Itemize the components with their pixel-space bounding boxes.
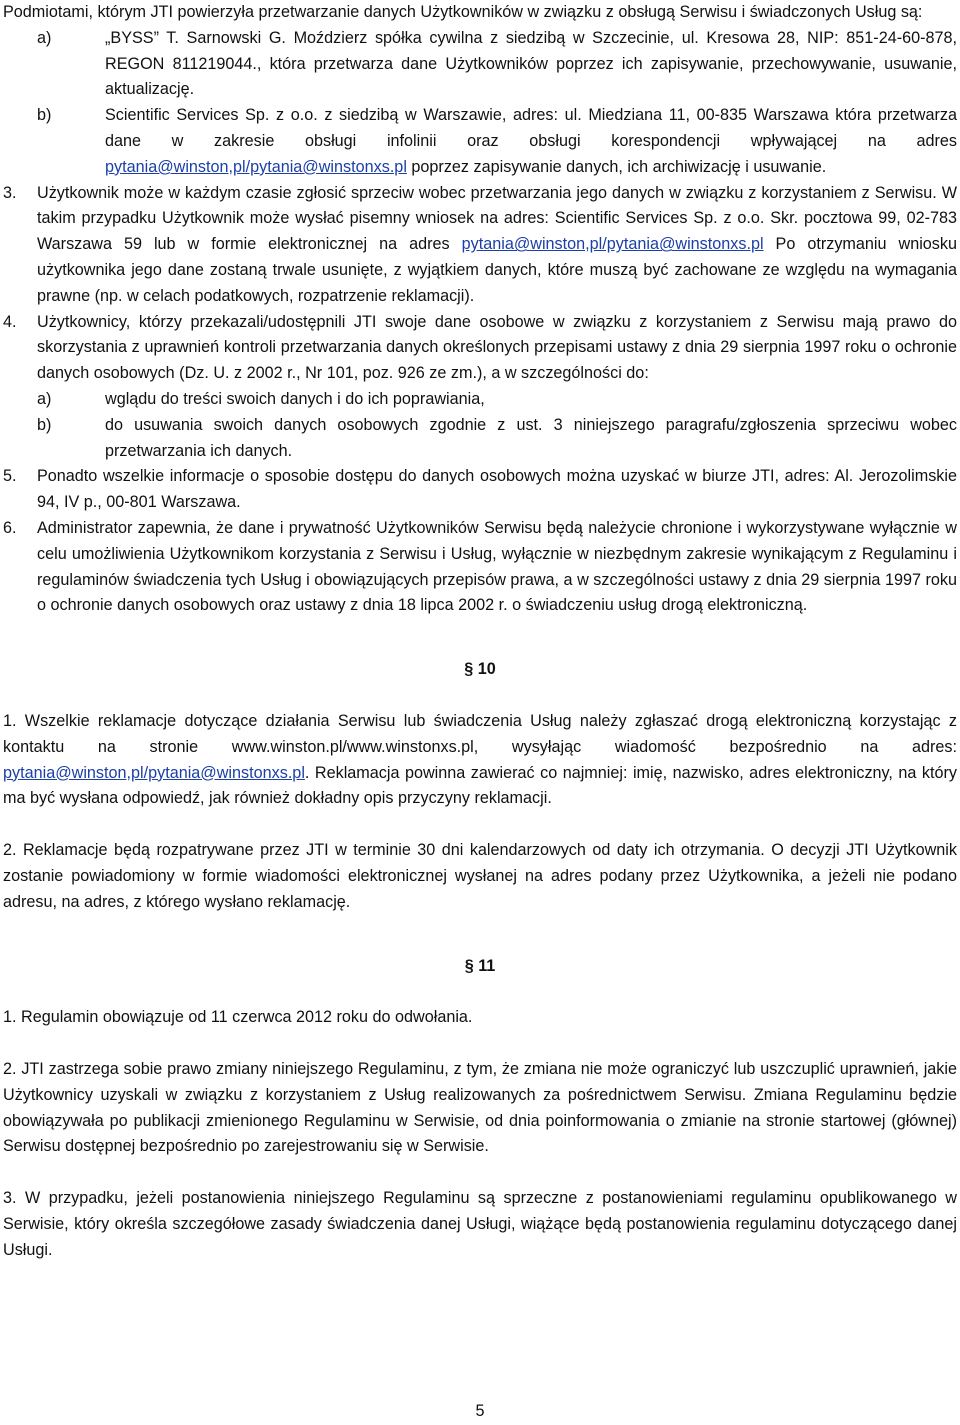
paragraph-text-part: . Reklamacja powinna zawierać co najmniej: imię, nazwisko, adres elektroniczny, na który ma być wysłana odpowiedź, jak również dokładny opis przyczyny reklamacji. (3, 763, 957, 808)
item-label: b) (37, 415, 52, 434)
section-heading-11: § 11 (464, 956, 496, 975)
email-link[interactable]: pytania@winston,pl/pytania@winstonxs.pl (461, 235, 764, 254)
item-text: do usuwania swoich danych osobowych zgodnie z ust. 3 niniejszego paragrafu/zgłoszenia sprzeciwu wobec przetwarzania ich danych. (105, 415, 957, 460)
section-11-paragraph-3: 3. W przypadku, jeżeli postanowienia niniejszego Regulaminu są sprzeczne z postanowieniami regulaminu opublikowanego w Serwisie, który określa szczegółowe zasady świadczenia danej Usługi, wiążące będą postanowienia regulaminu dotyczącego danej Usługi. (3, 1189, 957, 1259)
processor-item-a (37, 26, 957, 103)
point-number: 4. (3, 312, 17, 331)
point-text-part: Użytkownik może w każdym czasie zgłosić sprzeciw wobec przetwarzania jego danych w związku z korzystaniem z Serwisu. W takim przypadku Użytkownik może wysłać pisemny wniosek na adres: Scientific Services Sp. z o.o. Skr. pocztowa 99, 02-783 Warszawa 59 lub w formie elektronicznej na adres (37, 183, 957, 254)
spacer (3, 619, 957, 645)
item-text-part: poprzez zapisywanie danych, ich archiwizację i usuwanie. (406, 157, 827, 176)
paragraph-text-part: 1. Wszelkie reklamacje dotyczące działania Serwisu lub świadczenia Usług należy zgłaszać drogą elektroniczną korzystając z kontaktu na stronie www.winston.pl/www.winstonxs.pl, wysyłając wiadomość bezpośrednio na adres: (3, 711, 957, 756)
point-5 (3, 464, 957, 516)
item-label: b) (37, 106, 52, 125)
intro-paragraph: Podmiotami, którym JTI powierzyła przetwarzanie danych Użytkowników w związku z obsługą Serwisu i świadczonych Usług są: (3, 3, 923, 21)
email-link[interactable]: pytania@winston,pl/pytania@winstonxs.pl (3, 763, 305, 782)
item-label: a) (37, 389, 52, 408)
item-text: „BYSS” T. Sarnowski G. Moździerz spółka cywilna z siedzibą w Szczecinie, ul. Kresowa 28, NIP: 851-24-60-878, REGON 811219044., która przetwarza dane Użytkowników poprzez ich zapisywanie, przechowywanie, usuwanie, aktualizację. (105, 28, 957, 99)
section-11-paragraph-2: 2. JTI zastrzega sobie prawo zmiany niniejszego Regulaminu, z tym, że zmiana nie może ograniczyć lub uszczuplić uprawnień, jakie Użytkownicy uzyskali w związku z korzystaniem z Usług realizowanych za pośrednictwem Serwisu. Zmiana Regulaminu będzie obowiązywała po publikacji zmienionego Regulaminu w Serwisie, od dnia poinformowania o zmianie na stronie startowej (głównej) Serwisu dostępnej bezpośrednio po zarejestrowaniu się w Serwisie. (3, 1060, 957, 1156)
item-text-part: Scientific Services Sp. z o.o. z siedzibą w Warszawie, adres: ul. Miedziana 11, 00-835 Warszawa która przetwarza dane w zakresie obsługi infolinii oraz obsługi korespondencji wpływającej na adres (105, 106, 957, 150)
spacer (3, 979, 957, 1005)
point-3 (3, 181, 957, 310)
spacer (3, 1160, 957, 1186)
point-number: 5. (3, 467, 17, 486)
point-number: 3. (3, 183, 17, 202)
point-4-item-a (37, 387, 957, 413)
item-text: wglądu do treści swoich danych i do ich poprawiania, (105, 389, 485, 408)
item-text (105, 103, 957, 180)
item-label: a) (37, 28, 52, 47)
spacer (3, 683, 957, 709)
spacer (3, 812, 957, 838)
section-10-paragraph-2: 2. Reklamacje będą rozpatrywane przez JTI w terminie 30 dni kalendarzowych od daty ich otrzymania. O decyzji JTI Użytkownik zostanie powiadomiony w formie wiadomości elektronicznej wysłanej na adres podany przez Użytkownika, a jeżeli nie podano adresu, na adres, z którego wysłano reklamację. (3, 841, 957, 911)
section-heading-10: § 10 (464, 660, 496, 679)
section-11-paragraph-1: 1. Regulamin obowiązuje od 11 czerwca 2012 roku do odwołania. (3, 1008, 473, 1027)
point-4-item-b (37, 413, 957, 465)
point-text: Użytkownicy, którzy przekazali/udostępnili JTI swoje dane osobowe w związku z korzystaniem z Serwisu mają prawo do skorzystania z uprawnień kontroli przetwarzania danych określonych przepisami ustawy z dnia 29 sierpnia 1997 roku o ochronie danych osobowych (Dz. U. z 2002 r., Nr 101, poz. 926 ze zm.), a w szczególności do: (37, 312, 957, 383)
page-number: 5 (475, 1402, 485, 1420)
point-text-part: Po otrzymaniu wniosku użytkownika jego dane zostaną trwale usunięte, z wyjątkiem danych, które muszą być zachowane ze względu na wymagania prawne (np. w celach podatkowych, rozpatrzenie reklamacji). (37, 235, 957, 305)
spacer (3, 1031, 957, 1057)
point-text: Administrator zapewnia, że dane i prywatność Użytkowników Serwisu będą należycie chronione i wykorzystywane wyłącznie w celu umożliwienia Użytkownikom korzystania z Serwisu i Usług, wyłącznie w niezbędnym zakresie wynikającym z Regulaminu i regulaminów świadczenia tych Usług i obowiązujących przepisów prawa, a w szczególności ustawy z dnia 29 sierpnia 1997 roku o ochronie danych osobowych oraz ustawy z dnia 18 lipca 2002 r. o świadczeniu usług drogą elektroniczną. (37, 518, 957, 615)
point-4 (3, 310, 957, 387)
spacer (3, 916, 957, 942)
processor-item-b (37, 103, 957, 180)
spacer (3, 942, 957, 954)
email-link[interactable]: pytania@winston,pl/pytania@winstonxs.pl (105, 157, 407, 176)
spacer (3, 645, 957, 657)
point-6 (3, 516, 957, 619)
point-number: 6. (3, 518, 17, 537)
point-text: Ponadto wszelkie informacje o sposobie dostępu do danych osobowych można uzyskać w biurze JTI, adres: Al. Jerozolimskie 94, IV p., 00-801 Warszawa. (37, 467, 957, 512)
section-10-paragraph-1 (3, 709, 957, 812)
point-text (37, 181, 957, 310)
